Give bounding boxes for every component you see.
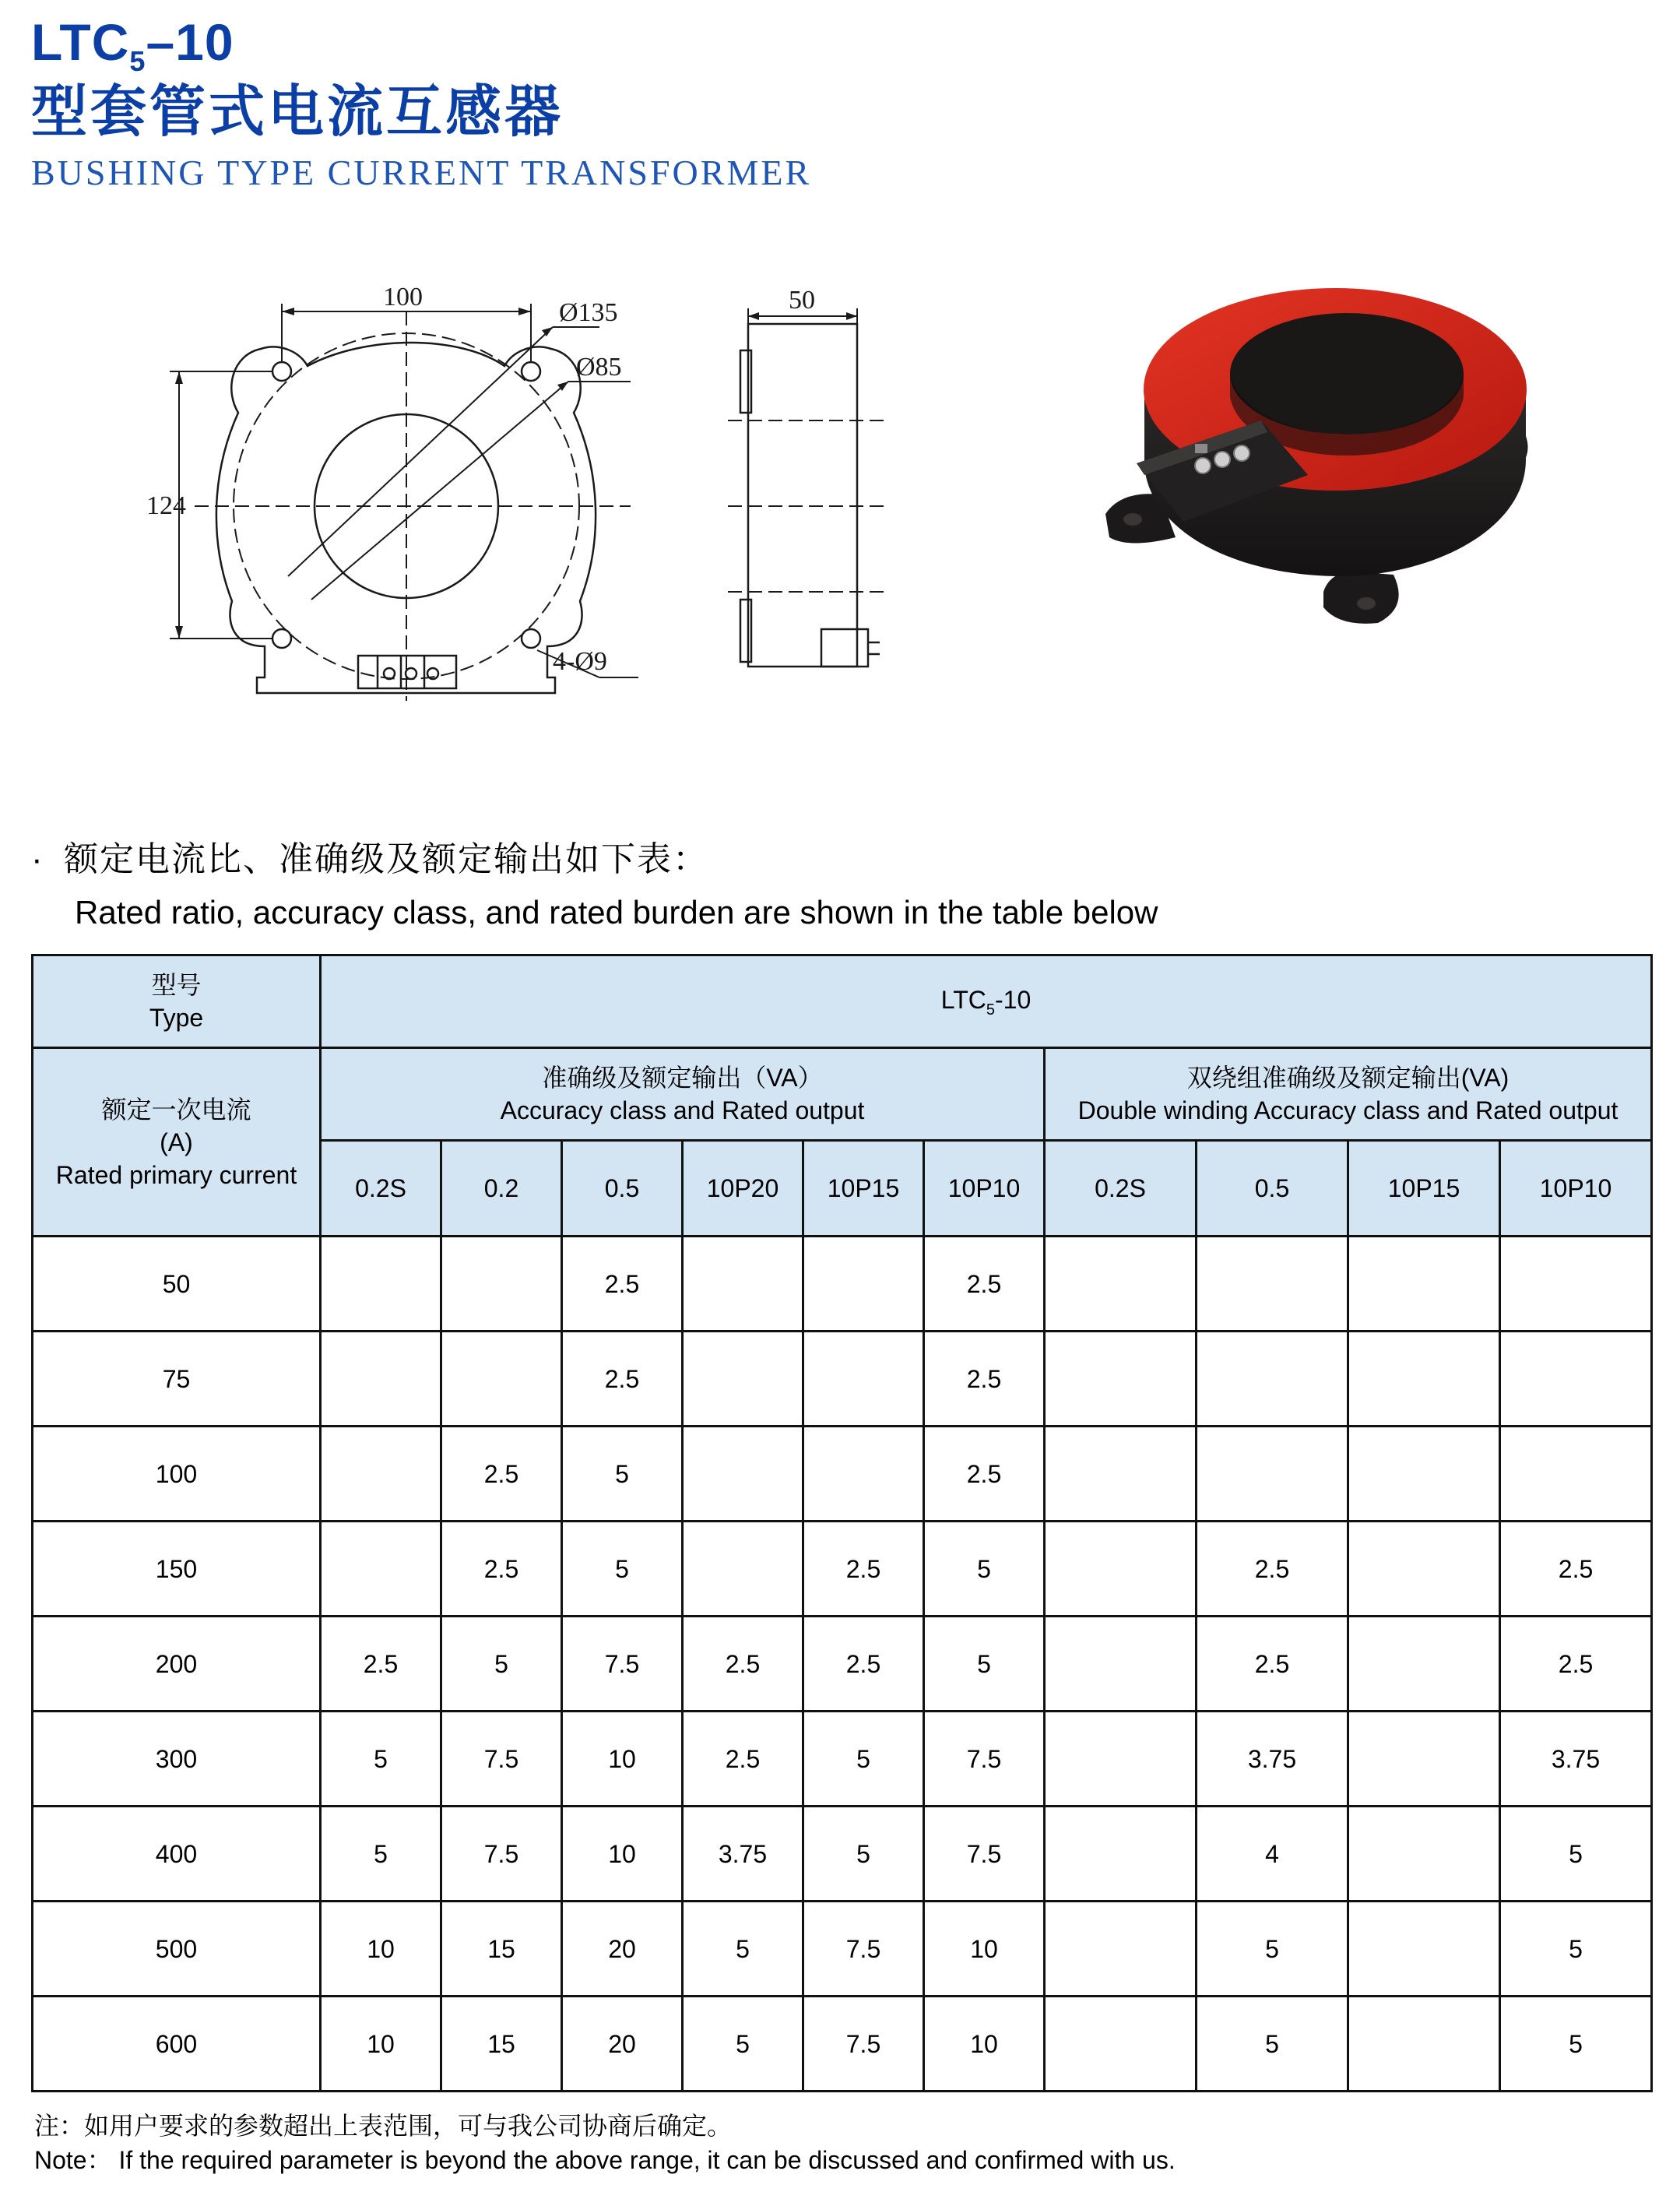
table-cell xyxy=(1348,1332,1500,1427)
group1-header xyxy=(321,1048,1045,1141)
table-cell: 3.75 xyxy=(683,1807,803,1902)
table-cell: 2.5 xyxy=(562,1332,683,1427)
type-value-cell xyxy=(321,955,1652,1048)
table-cell: 7.5 xyxy=(924,1807,1045,1902)
class-header-acc-4: 10P15 xyxy=(803,1141,924,1237)
table-cell xyxy=(1045,1997,1197,2092)
page-header xyxy=(31,8,965,198)
side-body xyxy=(748,324,857,667)
table-row xyxy=(33,1522,1652,1617)
title-chinese: 型套管式电流互感器 xyxy=(31,81,564,143)
table-cell: 4 xyxy=(1197,1807,1348,1902)
current-label-unit: (A) xyxy=(160,1128,193,1156)
model-suffix: –10 xyxy=(146,13,234,71)
row-current-cell: 600 xyxy=(33,1997,321,2092)
row-current-cell: 100 xyxy=(33,1427,321,1522)
table-cell xyxy=(1348,1902,1500,1997)
group1-en: Accuracy class and Rated output xyxy=(500,1096,865,1124)
group2-header xyxy=(1045,1048,1652,1141)
table-cell: 20 xyxy=(562,1902,683,1997)
table-cell xyxy=(1197,1332,1348,1427)
table-cell: 5 xyxy=(321,1712,441,1807)
class-header-dw-3: 10P10 xyxy=(1500,1141,1652,1237)
table-cell xyxy=(1500,1237,1652,1332)
type-label-en: Type xyxy=(149,1004,204,1032)
table-cell: 7.5 xyxy=(441,1712,562,1807)
class-header-dw-2: 10P15 xyxy=(1348,1141,1500,1237)
note-english: Note： If the required parameter is beyond the above range, it can be discussed and confirmed with us. xyxy=(34,2146,1176,2174)
table-cell xyxy=(441,1332,562,1427)
table-cell: 5 xyxy=(1500,1807,1652,1902)
table-cell xyxy=(803,1332,924,1427)
hole-tl xyxy=(272,362,291,381)
table-cell: 3.75 xyxy=(1197,1712,1348,1807)
table-cell xyxy=(441,1237,562,1332)
table-cell: 5 xyxy=(321,1807,441,1902)
intro-bullet: · xyxy=(31,840,44,878)
table-cell xyxy=(803,1427,924,1522)
table-cell xyxy=(1348,1237,1500,1332)
hole-tr xyxy=(522,362,540,381)
table-cell: 3.75 xyxy=(1500,1712,1652,1807)
tab-bottom xyxy=(1323,572,1399,624)
table-row xyxy=(33,1997,1652,2092)
table-intro xyxy=(31,833,1650,939)
table-cell xyxy=(1348,1522,1500,1617)
type-label-cn: 型号 xyxy=(151,971,202,999)
current-label-en: Rated primary current xyxy=(55,1160,297,1189)
model-prefix: LTC xyxy=(31,13,130,71)
table-cell xyxy=(1500,1332,1652,1427)
table-cell: 5 xyxy=(562,1427,683,1522)
group2-en: Double winding Accuracy class and Rated output xyxy=(1077,1096,1618,1124)
model-subscript: 5 xyxy=(129,45,146,77)
type-value-sub: 5 xyxy=(986,1001,995,1019)
table-cell xyxy=(1045,1237,1197,1332)
table-cell: 10 xyxy=(321,1997,441,2092)
hole-br xyxy=(522,629,540,648)
table-cell: 5 xyxy=(562,1522,683,1617)
model-heading xyxy=(31,8,965,76)
table-cell: 2.5 xyxy=(1197,1617,1348,1712)
table-cell xyxy=(321,1332,441,1427)
table-cell: 10 xyxy=(924,1902,1045,1997)
table-cell xyxy=(321,1427,441,1522)
table-cell: 10 xyxy=(562,1807,683,1902)
class-header-acc-2: 0.5 xyxy=(562,1141,683,1237)
table-cell xyxy=(1348,1712,1500,1807)
table-cell xyxy=(1348,1617,1500,1712)
dim-thickness: 50 xyxy=(789,286,815,315)
table-cell: 10 xyxy=(321,1902,441,1997)
table-cell: 2.5 xyxy=(683,1712,803,1807)
table-cell: 2.5 xyxy=(1197,1522,1348,1617)
current-label-cell xyxy=(33,1048,321,1237)
table-cell: 5 xyxy=(683,1902,803,1997)
table-cell: 2.5 xyxy=(321,1617,441,1712)
table-row xyxy=(33,1237,1652,1332)
table-row xyxy=(33,1807,1652,1902)
dim-width: 100 xyxy=(383,283,423,311)
class-header-acc-5: 10P10 xyxy=(924,1141,1045,1237)
table-cell: 5 xyxy=(683,1997,803,2092)
table-cell: 2.5 xyxy=(924,1427,1045,1522)
table-cell xyxy=(1045,1807,1197,1902)
table-cell: 10 xyxy=(562,1712,683,1807)
table-body xyxy=(33,1237,1652,2092)
table-cell xyxy=(1348,1427,1500,1522)
table-cell: 5 xyxy=(924,1617,1045,1712)
table-row xyxy=(33,1902,1652,1997)
side-ear-bottom xyxy=(740,600,751,662)
type-value-suffix: -10 xyxy=(994,985,1032,1014)
table-cell: 5 xyxy=(441,1617,562,1712)
intro-cn-text: 额定电流比、准确级及额定输出如下表： xyxy=(64,840,708,878)
table-cell: 5 xyxy=(1500,1997,1652,2092)
table-cell: 2.5 xyxy=(1500,1617,1652,1712)
type-value-prefix: LTC xyxy=(940,985,986,1014)
table-cell xyxy=(683,1332,803,1427)
row-current-cell: 150 xyxy=(33,1522,321,1617)
table-cell: 7.5 xyxy=(562,1617,683,1712)
title-english: BUSHING TYPE CURRENT TRANSFORMER xyxy=(31,153,812,192)
table-cell: 5 xyxy=(803,1712,924,1807)
intro-english: Rated ratio, accuracy class, and rated burden are shown in the table below xyxy=(75,894,1158,931)
row-current-cell: 75 xyxy=(33,1332,321,1427)
table-cell: 5 xyxy=(1197,1997,1348,2092)
table-cell: 7.5 xyxy=(924,1712,1045,1807)
table-cell: 2.5 xyxy=(441,1522,562,1617)
table-cell: 2.5 xyxy=(562,1237,683,1332)
table-cell xyxy=(683,1522,803,1617)
table-row xyxy=(33,1712,1652,1807)
row-current-cell: 400 xyxy=(33,1807,321,1902)
row-current-cell: 500 xyxy=(33,1902,321,1997)
side-terminal xyxy=(821,629,868,667)
class-header-dw-1: 0.5 xyxy=(1197,1141,1348,1237)
table-cell: 2.5 xyxy=(803,1617,924,1712)
side-ear-top xyxy=(740,350,751,413)
table-cell xyxy=(321,1237,441,1332)
type-label-cell xyxy=(33,955,321,1048)
class-header-dw-0: 0.2S xyxy=(1045,1141,1197,1237)
table-row xyxy=(33,1332,1652,1427)
table-cell xyxy=(683,1427,803,1522)
row-current-cell: 50 xyxy=(33,1237,321,1332)
table-cell xyxy=(1348,1997,1500,2092)
table-cell: 7.5 xyxy=(803,1997,924,2092)
dim-holes: 4-Ø9 xyxy=(553,647,607,676)
table-cell: 7.5 xyxy=(803,1902,924,1997)
current-label-cn: 额定一次电流 xyxy=(101,1095,251,1124)
table-cell: 7.5 xyxy=(441,1807,562,1902)
table-cell xyxy=(803,1237,924,1332)
intro-chinese xyxy=(31,833,1650,886)
table-cell xyxy=(1045,1617,1197,1712)
dim-outer-dia: Ø135 xyxy=(559,298,618,327)
table-cell xyxy=(1045,1332,1197,1427)
spec-table xyxy=(31,954,1653,2092)
table-cell: 2.5 xyxy=(924,1237,1045,1332)
table-cell xyxy=(321,1522,441,1617)
notes xyxy=(34,2109,1654,2177)
note-chinese: 注：如用户要求的参数超出上表范围，可与我公司协商后确定。 xyxy=(34,2112,733,2140)
table-cell xyxy=(1197,1427,1348,1522)
group2-cn: 双绕组准确级及额定输出(VA) xyxy=(1186,1064,1510,1092)
dim-height: 124 xyxy=(146,491,186,520)
table-cell: 20 xyxy=(562,1997,683,2092)
dim-inner-dia: Ø85 xyxy=(576,353,622,382)
table-cell xyxy=(1045,1902,1197,1997)
front-view-drawing xyxy=(132,280,677,716)
table-cell: 2.5 xyxy=(803,1522,924,1617)
row-current-cell: 200 xyxy=(33,1617,321,1712)
table-cell xyxy=(1045,1522,1197,1617)
table-cell: 2.5 xyxy=(1500,1522,1652,1617)
table-cell xyxy=(1045,1427,1197,1522)
class-header-acc-3: 10P20 xyxy=(683,1141,803,1237)
hole-bl xyxy=(272,629,291,648)
table-cell: 15 xyxy=(441,1902,562,1997)
table-cell xyxy=(1197,1237,1348,1332)
table-cell: 5 xyxy=(924,1522,1045,1617)
table-cell xyxy=(683,1237,803,1332)
table-cell: 5 xyxy=(1197,1902,1348,1997)
table-cell: 5 xyxy=(1500,1902,1652,1997)
table-row xyxy=(33,1427,1652,1522)
group1-cn: 准确级及额定输出（VA） xyxy=(542,1064,823,1092)
table-cell xyxy=(1500,1427,1652,1522)
table-cell: 2.5 xyxy=(441,1427,562,1522)
table-cell: 15 xyxy=(441,1997,562,2092)
class-header-acc-0: 0.2S xyxy=(321,1141,441,1237)
side-view-drawing xyxy=(712,280,899,716)
table-cell: 5 xyxy=(803,1807,924,1902)
class-header-acc-1: 0.2 xyxy=(441,1141,562,1237)
table-cell: 2.5 xyxy=(924,1332,1045,1427)
table-cell xyxy=(1045,1712,1197,1807)
product-photo xyxy=(1090,280,1573,639)
table-row xyxy=(33,1617,1652,1712)
table-cell xyxy=(1348,1807,1500,1902)
table-cell: 2.5 xyxy=(683,1617,803,1712)
row-current-cell: 300 xyxy=(33,1712,321,1807)
table-cell: 10 xyxy=(924,1997,1045,2092)
